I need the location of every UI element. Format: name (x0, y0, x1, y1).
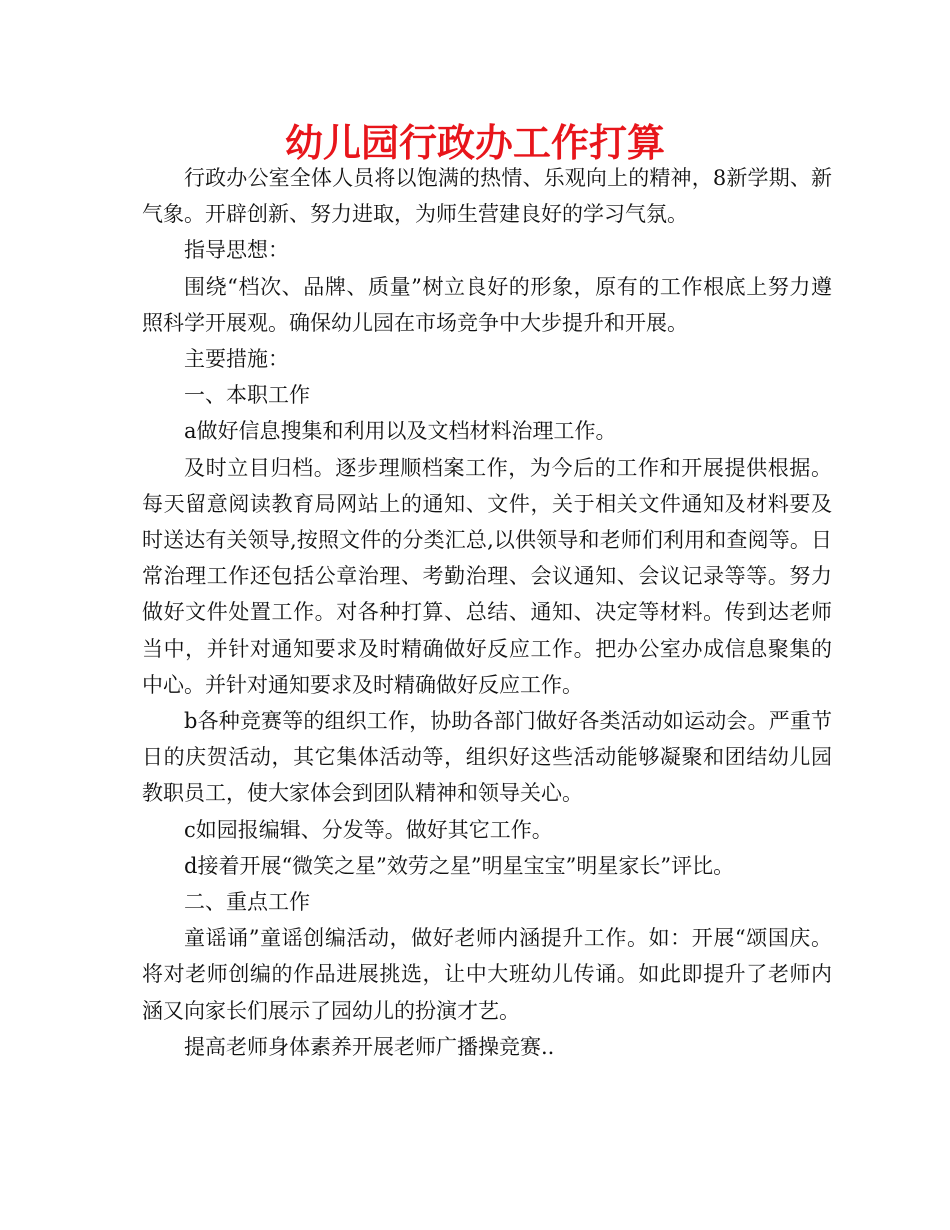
document-title: 幼儿园行政办工作打算 (284, 121, 665, 165)
heading-main-measures: 主要措施： (184, 347, 289, 372)
document-body (142, 160, 832, 1065)
item-d: d接着开展“微笑之星”效劳之星”明星宝宝”明星家长”评比。 (184, 853, 735, 878)
paragraph-nursery-rhymes: 童谣诵”童谣创编活动，做好老师内涵提升工作。如：开展“颂国庆。将对老师创编的作品进展挑选，让中大班幼儿传诵。如此即提升了老师内涵又向家长们展示了园幼儿的扮演才艺。 (142, 926, 832, 1023)
paragraph-intro: 行政办公室全体人员将以饱满的热情、乐观向上的精神，8新学期、新气象。开辟创新、努力进取，为师生营建良好的学习气氛。 (142, 166, 832, 227)
heading-section-two: 二、重点工作 (184, 890, 310, 915)
item-a: a做好信息搜集和利用以及文档材料治理工作。 (184, 419, 617, 444)
item-c: c如园报编辑、分发等。做好其它工作。 (184, 817, 553, 842)
paragraph-guiding-thought: 围绕“档次、品牌、质量”树立良好的形象，原有的工作根底上努力遵照科学开展观。确保幼儿园在市场竞争中大步提升和开展。 (142, 274, 832, 335)
paragraph-filing: 及时立目归档。逐步理顺档案工作，为今后的工作和开展提供根据。每天留意阅读教育局网站上的通知、文件，关于相关文件通知及材料要及时送达有关领导,按照文件的分类汇总,以供领导和老师们利用和查阅等。日常治理工作还包括公章治理、考勤治理、会议通知、会议记录等等。努力做好文件处置工作。对各种打算、总结、通知、决定等材料。传到达老师当中，并针对通知要求及时精确做好反应工作。把办公室办成信息聚集的中心。并针对通知要求及时精确做好反应工作。 (142, 455, 832, 697)
paragraph-exercise-contest: 提高老师身体素养开展老师广播操竞赛.. (184, 1034, 555, 1059)
item-b: b各种竞赛等的组织工作，协助各部门做好各类活动如运动会。严重节日的庆贺活动，其它集体活动等，组织好这些活动能够凝聚和团结幼儿园教职员工，使大家体会到团队精神和领导关心。 (142, 709, 832, 806)
heading-section-one: 一、本职工作 (184, 383, 310, 408)
heading-guiding-thought: 指导思想： (184, 238, 289, 263)
